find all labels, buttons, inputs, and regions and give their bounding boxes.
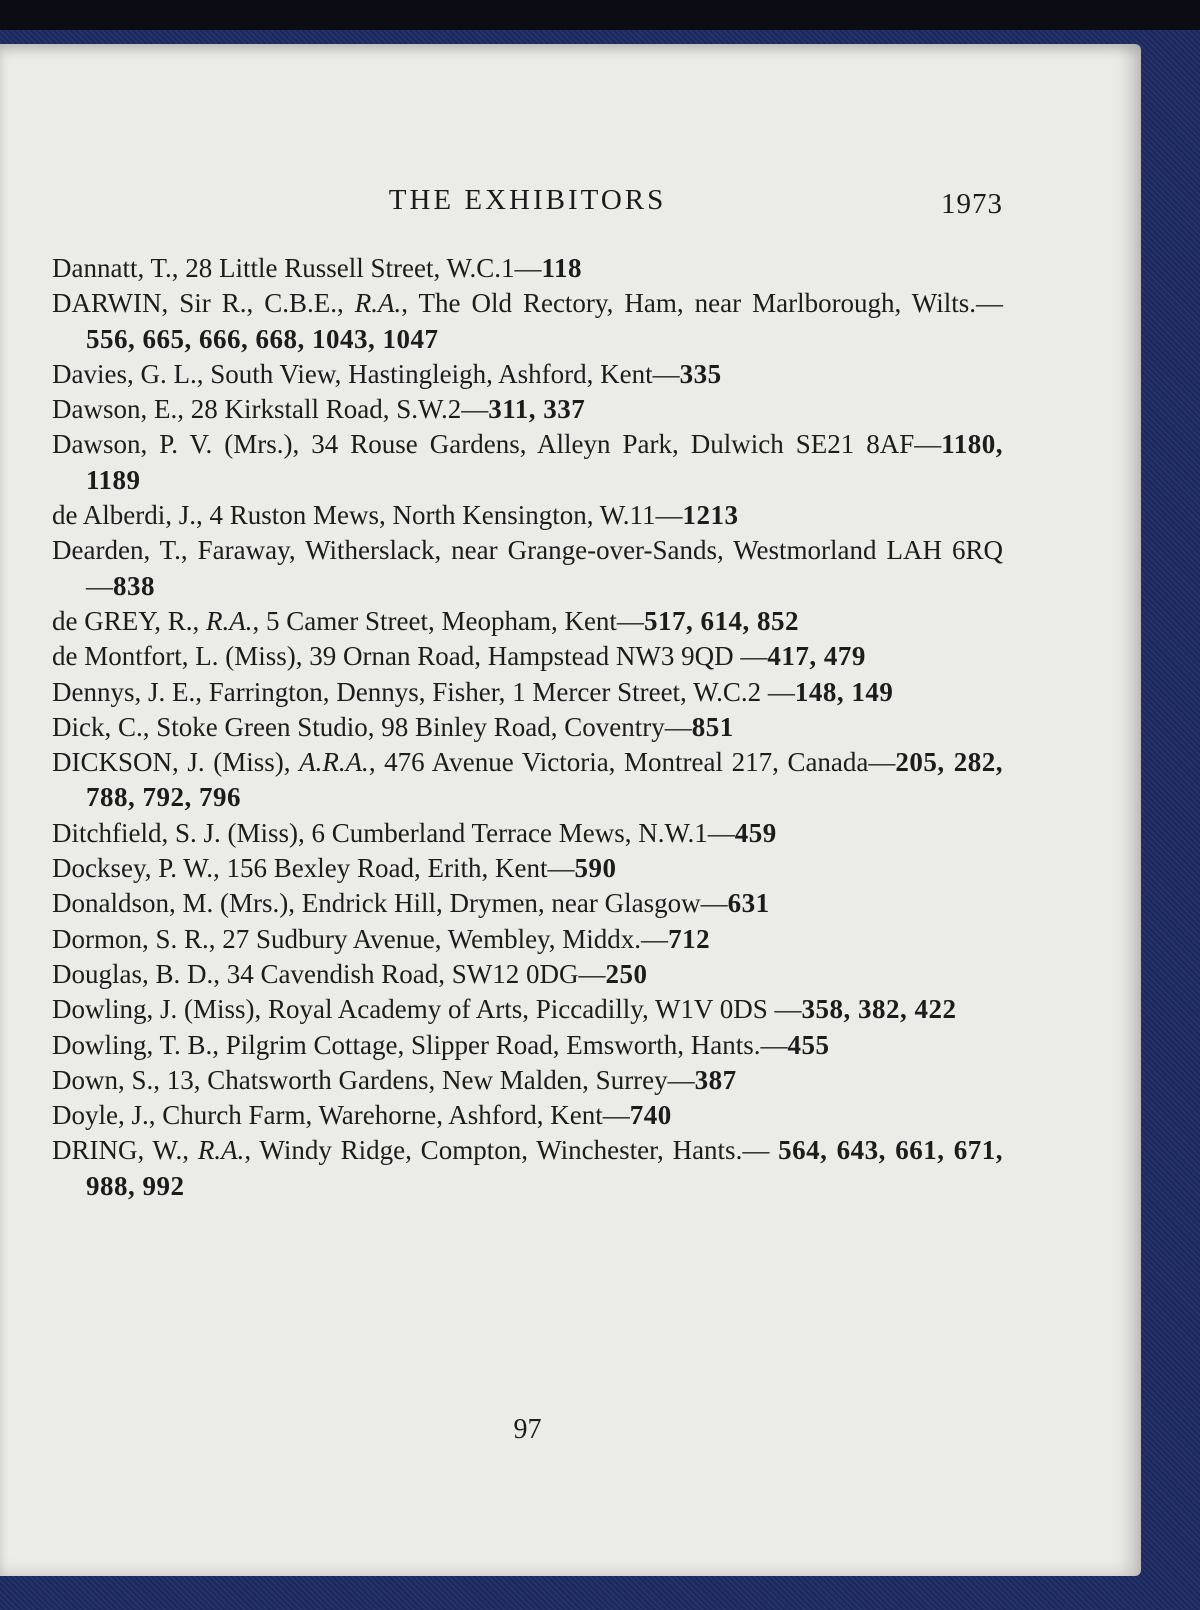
entry-text: de Alberdi, J., 4 Ruston Mews, North Kensington, W.11— <box>52 500 683 531</box>
running-title: THE EXHIBITORS <box>388 184 667 216</box>
catalogue-numbers: 590 <box>574 853 617 884</box>
entry-text: Dannatt, T., 28 Little Russell Street, W.C.1— <box>52 253 542 283</box>
academic-title: A.R.A. <box>299 747 369 778</box>
exhibitor-entry <box>52 816 1003 851</box>
catalogue-numbers: 459 <box>734 817 777 848</box>
entry-text: Ditchfield, S. J. (Miss), 6 Cumberland Terrace Mews, N.W.1— <box>52 817 735 848</box>
entry-text: Davies, G. L., South View, Hastingleigh, Ashford, Kent— <box>52 358 680 389</box>
page-number: 97 <box>513 1414 542 1445</box>
exhibitor-entry <box>52 251 1003 286</box>
catalogue-numbers: 838 <box>113 570 155 601</box>
catalogue-numbers: 148, 149 <box>794 676 894 707</box>
catalogue-numbers: 335 <box>679 358 722 389</box>
entry-text: Dormon, S. R., 27 Sudbury Avenue, Wembley, Middx.— <box>52 923 669 954</box>
exhibitor-entry <box>52 1028 1003 1063</box>
academic-title: R.A. <box>354 288 402 319</box>
catalogue-numbers: 118 <box>541 253 582 283</box>
entry-text: de Montfort, L. (Miss), 39 Ornan Road, Hampstead NW3 9QD — <box>52 641 768 672</box>
entry-text: Dawson, E., 28 Kirkstall Road, S.W.2— <box>52 394 489 425</box>
exhibitor-entry <box>52 851 1003 886</box>
entry-text: Dick, C., Stoke Green Studio, 98 Binley Road, Coventry— <box>52 711 692 742</box>
catalogue-numbers: 631 <box>727 888 770 919</box>
entry-text: DARWIN, Sir R., C.B.E., <box>52 288 355 319</box>
exhibitor-list <box>52 251 1003 1204</box>
exhibitor-entry <box>52 992 1003 1027</box>
catalogue-numbers: 712 <box>668 923 711 954</box>
catalogue-numbers: 358, 382, 422 <box>801 994 957 1025</box>
catalogue-numbers: 517, 614, 852 <box>643 605 799 636</box>
academic-title: R.A. <box>206 605 253 636</box>
catalogue-numbers: 556, 665, 666, 668, 1043, 1047 <box>86 323 439 354</box>
exhibitor-entry <box>52 639 1003 674</box>
exhibitor-entry <box>52 675 1003 710</box>
catalogue-numbers: 250 <box>605 958 648 989</box>
exhibitor-entry <box>52 1133 1003 1204</box>
catalogue-numbers: 311, 337 <box>488 394 586 425</box>
entry-text: DRING, W., <box>52 1135 198 1166</box>
catalogue-numbers: 564, 643, 661, 671, 988, 992 <box>86 1135 1004 1201</box>
entry-text: Dowling, T. B., Pilgrim Cottage, Slipper Road, Emsworth, Hants.— <box>52 1029 788 1060</box>
entry-text: Donaldson, M. (Mrs.), Endrick Hill, Drymen, near Glasgow— <box>52 888 728 919</box>
exhibitor-entry <box>52 533 1003 604</box>
exhibitor-entry <box>52 1098 1003 1133</box>
entry-text: Doyle, J., Church Farm, Warehorne, Ashford, Kent— <box>52 1100 630 1131</box>
entry-text: Dawson, P. V. (Mrs.), 34 Rouse Gardens, Alleyn Park, Dulwich SE21 8AF— <box>52 429 942 460</box>
entry-text: de GREY, R., <box>52 605 207 636</box>
catalogue-numbers: 417, 479 <box>767 641 866 672</box>
catalogue-numbers: 455 <box>787 1029 830 1060</box>
exhibitor-entry <box>52 922 1003 957</box>
entry-text: Docksey, P. W., 156 Bexley Road, Erith, Kent— <box>52 853 575 884</box>
catalogue-numbers: 740 <box>629 1100 672 1131</box>
exhibitor-entry <box>52 286 1003 357</box>
exhibitor-entry <box>52 710 1003 745</box>
catalogue-numbers: 851 <box>691 711 734 742</box>
entry-text: , The Old Rectory, Ham, near Marlborough, Wilts.— <box>401 288 1003 319</box>
entry-text: DICKSON, J. (Miss), <box>52 747 300 778</box>
entry-text: , 5 Camer Street, Meopham, Kent— <box>252 605 644 636</box>
exhibitor-entry <box>52 427 1003 498</box>
exhibitor-entry <box>52 886 1003 921</box>
catalogue-numbers: 387 <box>694 1064 737 1095</box>
entry-text: Down, S., 13, Chatsworth Gardens, New Malden, Surrey— <box>52 1064 695 1095</box>
entry-text: Dennys, J. E., Farrington, Dennys, Fisher, 1 Mercer Street, W.C.2 — <box>52 676 795 707</box>
running-header <box>52 184 1003 224</box>
entry-text: Dowling, J. (Miss), Royal Academy of Arts, Piccadilly, W1V 0DS — <box>52 994 802 1025</box>
academic-title: R.A. <box>197 1135 245 1166</box>
exhibitor-entry <box>52 498 1003 533</box>
exhibitor-entry <box>52 1063 1003 1098</box>
exhibitor-entry <box>52 604 1003 639</box>
exhibitor-entry <box>52 745 1003 816</box>
exhibitor-entry <box>52 357 1003 392</box>
exhibitor-entry <box>52 392 1003 427</box>
exhibitor-entry <box>52 957 1003 992</box>
entry-text: , 476 Avenue Victoria, Montreal 217, Canada— <box>368 747 896 778</box>
catalogue-numbers: 205, 282, 788, 792, 796 <box>86 747 1004 813</box>
entry-text: Douglas, B. D., 34 Cavendish Road, SW12 0DG— <box>52 958 606 989</box>
catalogue-numbers: 1180, 1189 <box>86 429 1003 495</box>
entry-text: Dearden, T., Faraway, Witherslack, near Grange-over-Sands, Westmorland LAH 6RQ— <box>52 535 1003 601</box>
catalogue-numbers: 1213 <box>682 500 739 531</box>
background-shadow <box>0 0 1200 30</box>
page-year: 1973 <box>941 188 1003 220</box>
entry-text: , Windy Ridge, Compton, Winchester, Hants.— <box>244 1135 779 1166</box>
